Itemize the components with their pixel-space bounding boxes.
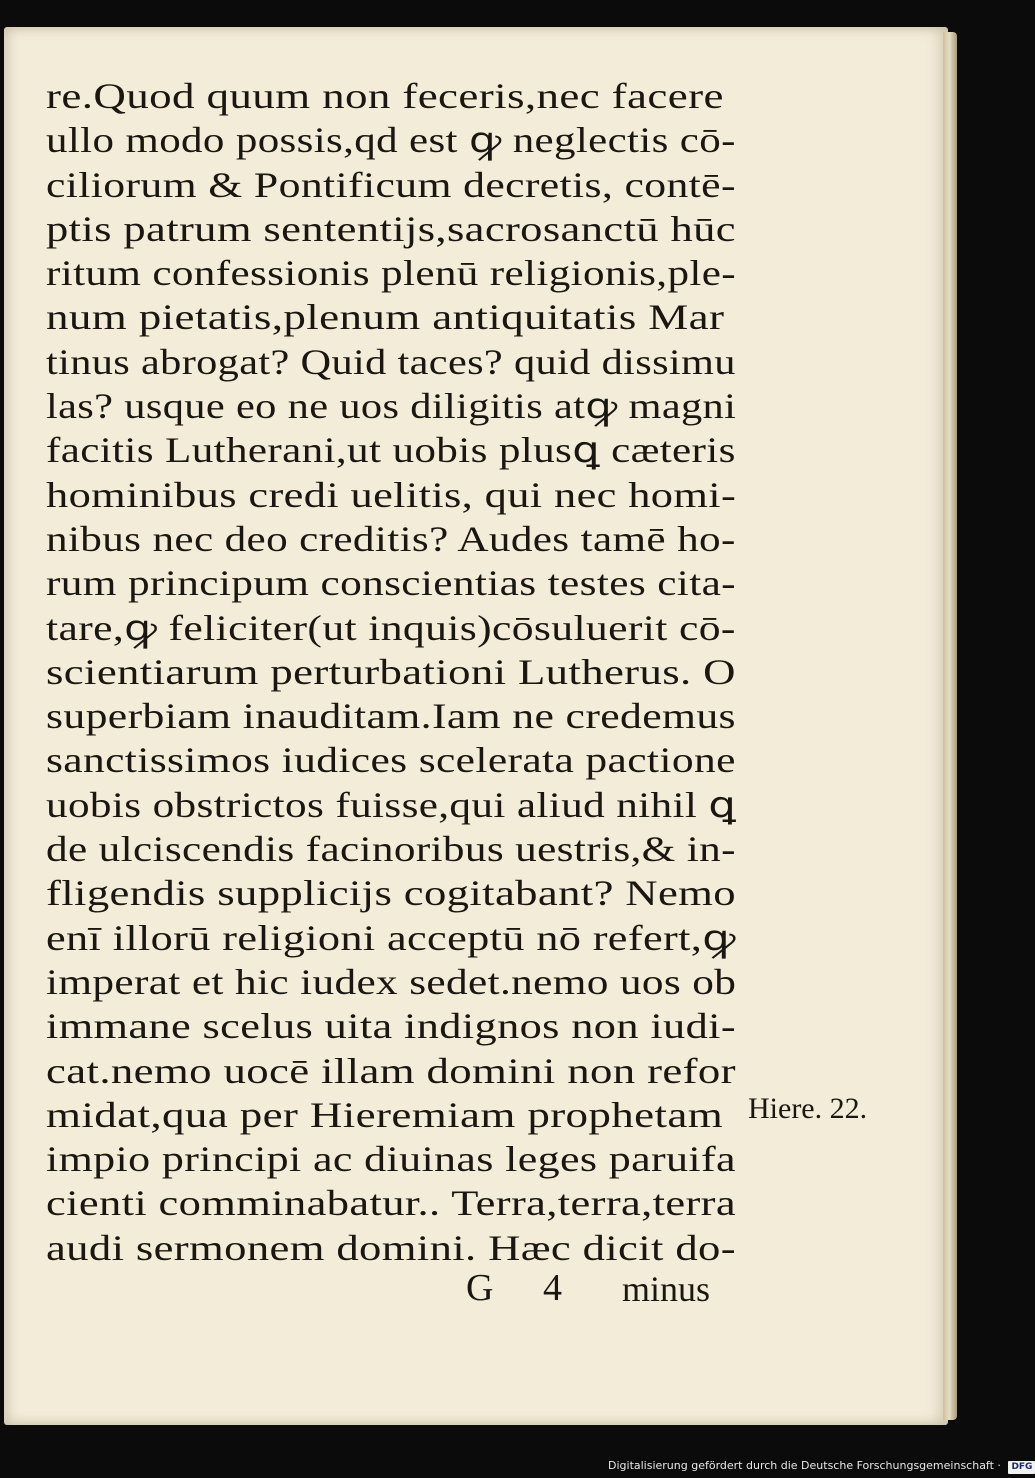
text-line: [46, 916, 736, 960]
text-line: [46, 295, 736, 339]
text-line: [46, 561, 736, 605]
text-line-content: immane scelus uita indignos non iudi-: [46, 1006, 736, 1047]
page-text: [46, 74, 736, 1270]
margin-note: Hiere. 22.: [748, 1092, 868, 1125]
text-line-content: audi sermonem domini. Hæc dicit do-: [46, 1227, 736, 1268]
text-line-content: enī illorū religioni acceptū nō refert,ꝙ: [46, 917, 736, 958]
signature-number: 4: [543, 1267, 562, 1309]
page-edge: [943, 32, 957, 1420]
text-line-content: hominibus credi uelitis, qui nec homi-: [46, 474, 737, 515]
catchword: minus: [622, 1269, 711, 1309]
text-line-content: fligendis supplicijs cogitabant? Nemo: [46, 873, 736, 914]
text-line-content: imperat et hic iudex sedet.nemo uos ob: [46, 961, 737, 1002]
text-line: [46, 340, 736, 384]
text-line: [46, 118, 736, 162]
text-line-content: impio principi ac diuinas leges paruifa: [46, 1139, 736, 1180]
text-line: [46, 207, 736, 251]
text-line-content: uobis obstrictos fuisse,qui aliud nihil ꝗ: [46, 784, 737, 825]
text-line-content: cienti comminabatur.. Terra,terra,terra: [46, 1183, 736, 1224]
footer-credit-text: Digitalisierung gefördert durch die Deutsche Forschungsgemeinschaft: [608, 1459, 994, 1472]
text-line-content: de ulciscendis facinoribus uestris,& in-: [46, 829, 736, 870]
text-line: [46, 694, 736, 738]
text-line: [46, 960, 736, 1004]
text-line: [46, 74, 736, 118]
text-line-content: scientiarum perturbationi Lutherus. O: [46, 651, 736, 692]
text-line-content: ciliorum & Pontificum decretis, contē-: [46, 164, 736, 205]
text-line-content: facitis Lutherani,ut uobis plusꝗ cæteris: [46, 430, 736, 471]
text-line-content: sanctissimos iudices scelerata pactione: [46, 740, 736, 781]
footer-credit: Digitalisierung gefördert durch die Deutsche Forschungsgemeinschaft · DFG: [608, 1458, 993, 1474]
text-line: [46, 384, 736, 428]
text-line: [46, 428, 736, 472]
text-line: [46, 251, 736, 295]
text-line: [46, 1137, 736, 1181]
text-line-content: nibus nec deo creditis? Audes tamē ho-: [46, 518, 736, 559]
text-line-content: las? usque eo ne uos diligitis atꝙ magni: [46, 386, 737, 427]
text-line: [46, 738, 736, 782]
text-line: [46, 827, 736, 871]
text-line: [46, 871, 736, 915]
text-line-content: cat.nemo uocē illam domini non refor: [46, 1050, 736, 1091]
text-line-content: ritum confessionis plenū religionis,ple-: [46, 253, 736, 294]
text-line: [46, 606, 736, 650]
text-line: [46, 1093, 736, 1137]
text-line-content: superbiam inauditam.Iam ne credemus: [46, 696, 736, 737]
text-line: [46, 517, 736, 561]
text-line: [46, 1004, 736, 1048]
text-line: [46, 473, 736, 517]
text-line-content: tinus abrogat? Quid taces? quid dissimu: [46, 341, 736, 382]
text-line-content: rum principum conscientias testes cita-: [46, 563, 736, 604]
text-line: [46, 163, 736, 207]
signature-letter: G: [466, 1267, 494, 1309]
text-line: [46, 783, 736, 827]
text-line-content: tare,ꝙ feliciter(ut inquis)cōsuluerit cō-: [46, 607, 736, 648]
text-line: [46, 1049, 736, 1093]
text-line-content: ullo modo possis,qd est ꝙ neglectis cō-: [46, 120, 736, 161]
dfg-logo: DFG: [1008, 1461, 1035, 1474]
text-line-content: midat,qua per Hieremiam prophetam: [46, 1094, 724, 1135]
text-line-content: ptis patrum sententijs,sacrosanctū hūc: [46, 208, 736, 249]
text-line: [46, 650, 736, 694]
text-line: [46, 1226, 736, 1270]
text-line-content: re.Quod quum non feceris,nec facere: [46, 76, 724, 116]
text-line: [46, 1181, 736, 1225]
text-line-content: num pietatis,plenum antiquitatis Mar: [46, 297, 725, 338]
